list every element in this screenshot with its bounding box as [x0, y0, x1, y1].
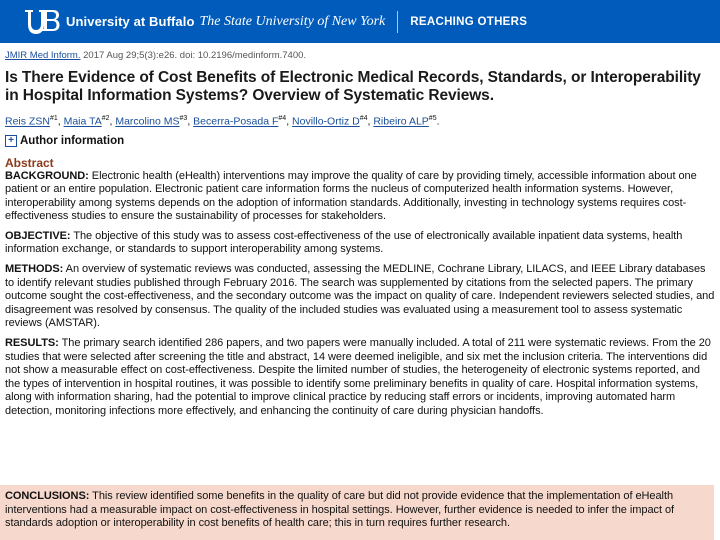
- results-text: The primary search identified 286 papers, and two papers were manually included. A total of 211 were systematic reviews. From the 20 studies that were selected after screening the title and abstract, 14 were deemed ineligible, and six met the inclusion criteria. The interventions did not show a measurable effect on cost-effectiveness. Despite the limited number of studies, the heterogeneity of electronic systems reported, and the types of intervention in hospital routines, it was possible to identify some preliminary benefits in quality of care. Hospital information systems, along with information sharing, had the potential to improve clinical practice by reducing staff errors or incidents, improving automated harm detection, monitoring infections more effectively, and enhancing the continuity of care during physician handoffs.: [5, 337, 711, 417]
- article-title: Is There Evidence of Cost Benefits of Electronic Medical Records, Standards, or Interoperability in Hospital Information Systems? Overview of Systematic Reviews.: [5, 69, 701, 104]
- header-banner: [0, 0, 720, 43]
- university-name: University at Buffalo: [66, 14, 195, 29]
- banner-divider: [397, 11, 398, 33]
- abstract-heading: Abstract: [5, 155, 54, 170]
- objective-text: The objective of this study was to assess cost-effectiveness of the use of electronically available inpatient data systems, health information exchange, or standards to support interoperability among systems.: [5, 229, 683, 256]
- author-list: Reis ZSN$^{\#1}$, Maia TA$^{\#2}$, Marcolino MS$^{\#3}$, Becerra-Posada $F^{\#4}$, Novillo-Ortiz $D^{\#4}$, Ribeiro ALP$^{\#5}$.: [5, 115, 440, 128]
- article-content: [5, 50, 717, 425]
- citation-details: 2017 Aug 29;5(3):e26. doi: 10.2196/medinform.7400.: [80, 50, 307, 61]
- author-link[interactable]: Reis ZSN: [5, 115, 50, 128]
- conclusions-label: CONCLUSIONS:: [5, 490, 90, 502]
- ub-logo-icon: [24, 7, 60, 37]
- journal-link[interactable]: JMIR Med Inform.: [5, 50, 81, 61]
- university-tagline: The State University of New York: [199, 13, 386, 29]
- author-link[interactable]: Marcolino MS: [115, 115, 180, 128]
- author-link[interactable]: Becerra-Posada F: [193, 115, 279, 128]
- conclusions-section: [0, 485, 714, 531]
- background-section: [5, 170, 717, 224]
- methods-section: [5, 263, 717, 331]
- background-label: BACKGROUND:: [5, 169, 89, 182]
- results-label: RESULTS:: [5, 337, 59, 350]
- author-information-toggle[interactable]: [5, 135, 717, 147]
- author-link[interactable]: Maia TA: [63, 115, 102, 128]
- author-link[interactable]: Ribeiro ALP: [373, 115, 429, 128]
- citation: [5, 50, 717, 62]
- methods-label: METHODS:: [5, 263, 64, 276]
- objective-label: OBJECTIVE:: [5, 229, 71, 242]
- methods-text: An overview of systematic reviews was conducted, assessing the MEDLINE, Cochrane Library, LILACS, and IEEE Library databases to identify relevant studies published through February 2016. The search was supplemented by citations from the selected papers. The primary outcome sought the cost-effectiveness, and the secondary outcome was the impact on quality of care. Independent reviewers selected studies, and disagreement was resolved by consensus. The quality of the included studies was evaluated using a measurement tool to assess systematic reviews (AMSTAR).: [5, 263, 715, 330]
- conclusions-highlight: [0, 485, 714, 540]
- expand-plus-icon: +: [5, 135, 17, 147]
- objective-section: [5, 230, 717, 257]
- background-text: Electronic health (eHealth) interventions may improve the quality of care by providing timely, accessible information about one patient or an entire population. Electronic patient care information forms the nucleus of computerized health information systems. However, interoperability among systems depends on the adoption of information standards. Additionally, investing in technology systems requires cost-effectiveness studies to ensure the sustainability of processes for stakeholders.: [5, 169, 697, 223]
- author-link[interactable]: Novillo-Ortiz D: [292, 115, 360, 128]
- author-information-label: Author information: [20, 134, 125, 147]
- results-section: [5, 337, 717, 419]
- conclusions-text: This review identified some benefits in the quality of care but did not provide evidence that the implementation of eHealth interventions had a measurable impact on cost-effectiveness in hospital settings. However, further evidence is needed to infer the impact of standards adoption or interoperability in cost benefits of health care; this in turn requires further research.: [5, 490, 675, 530]
- banner-slogan: REACHING OTHERS: [410, 15, 528, 28]
